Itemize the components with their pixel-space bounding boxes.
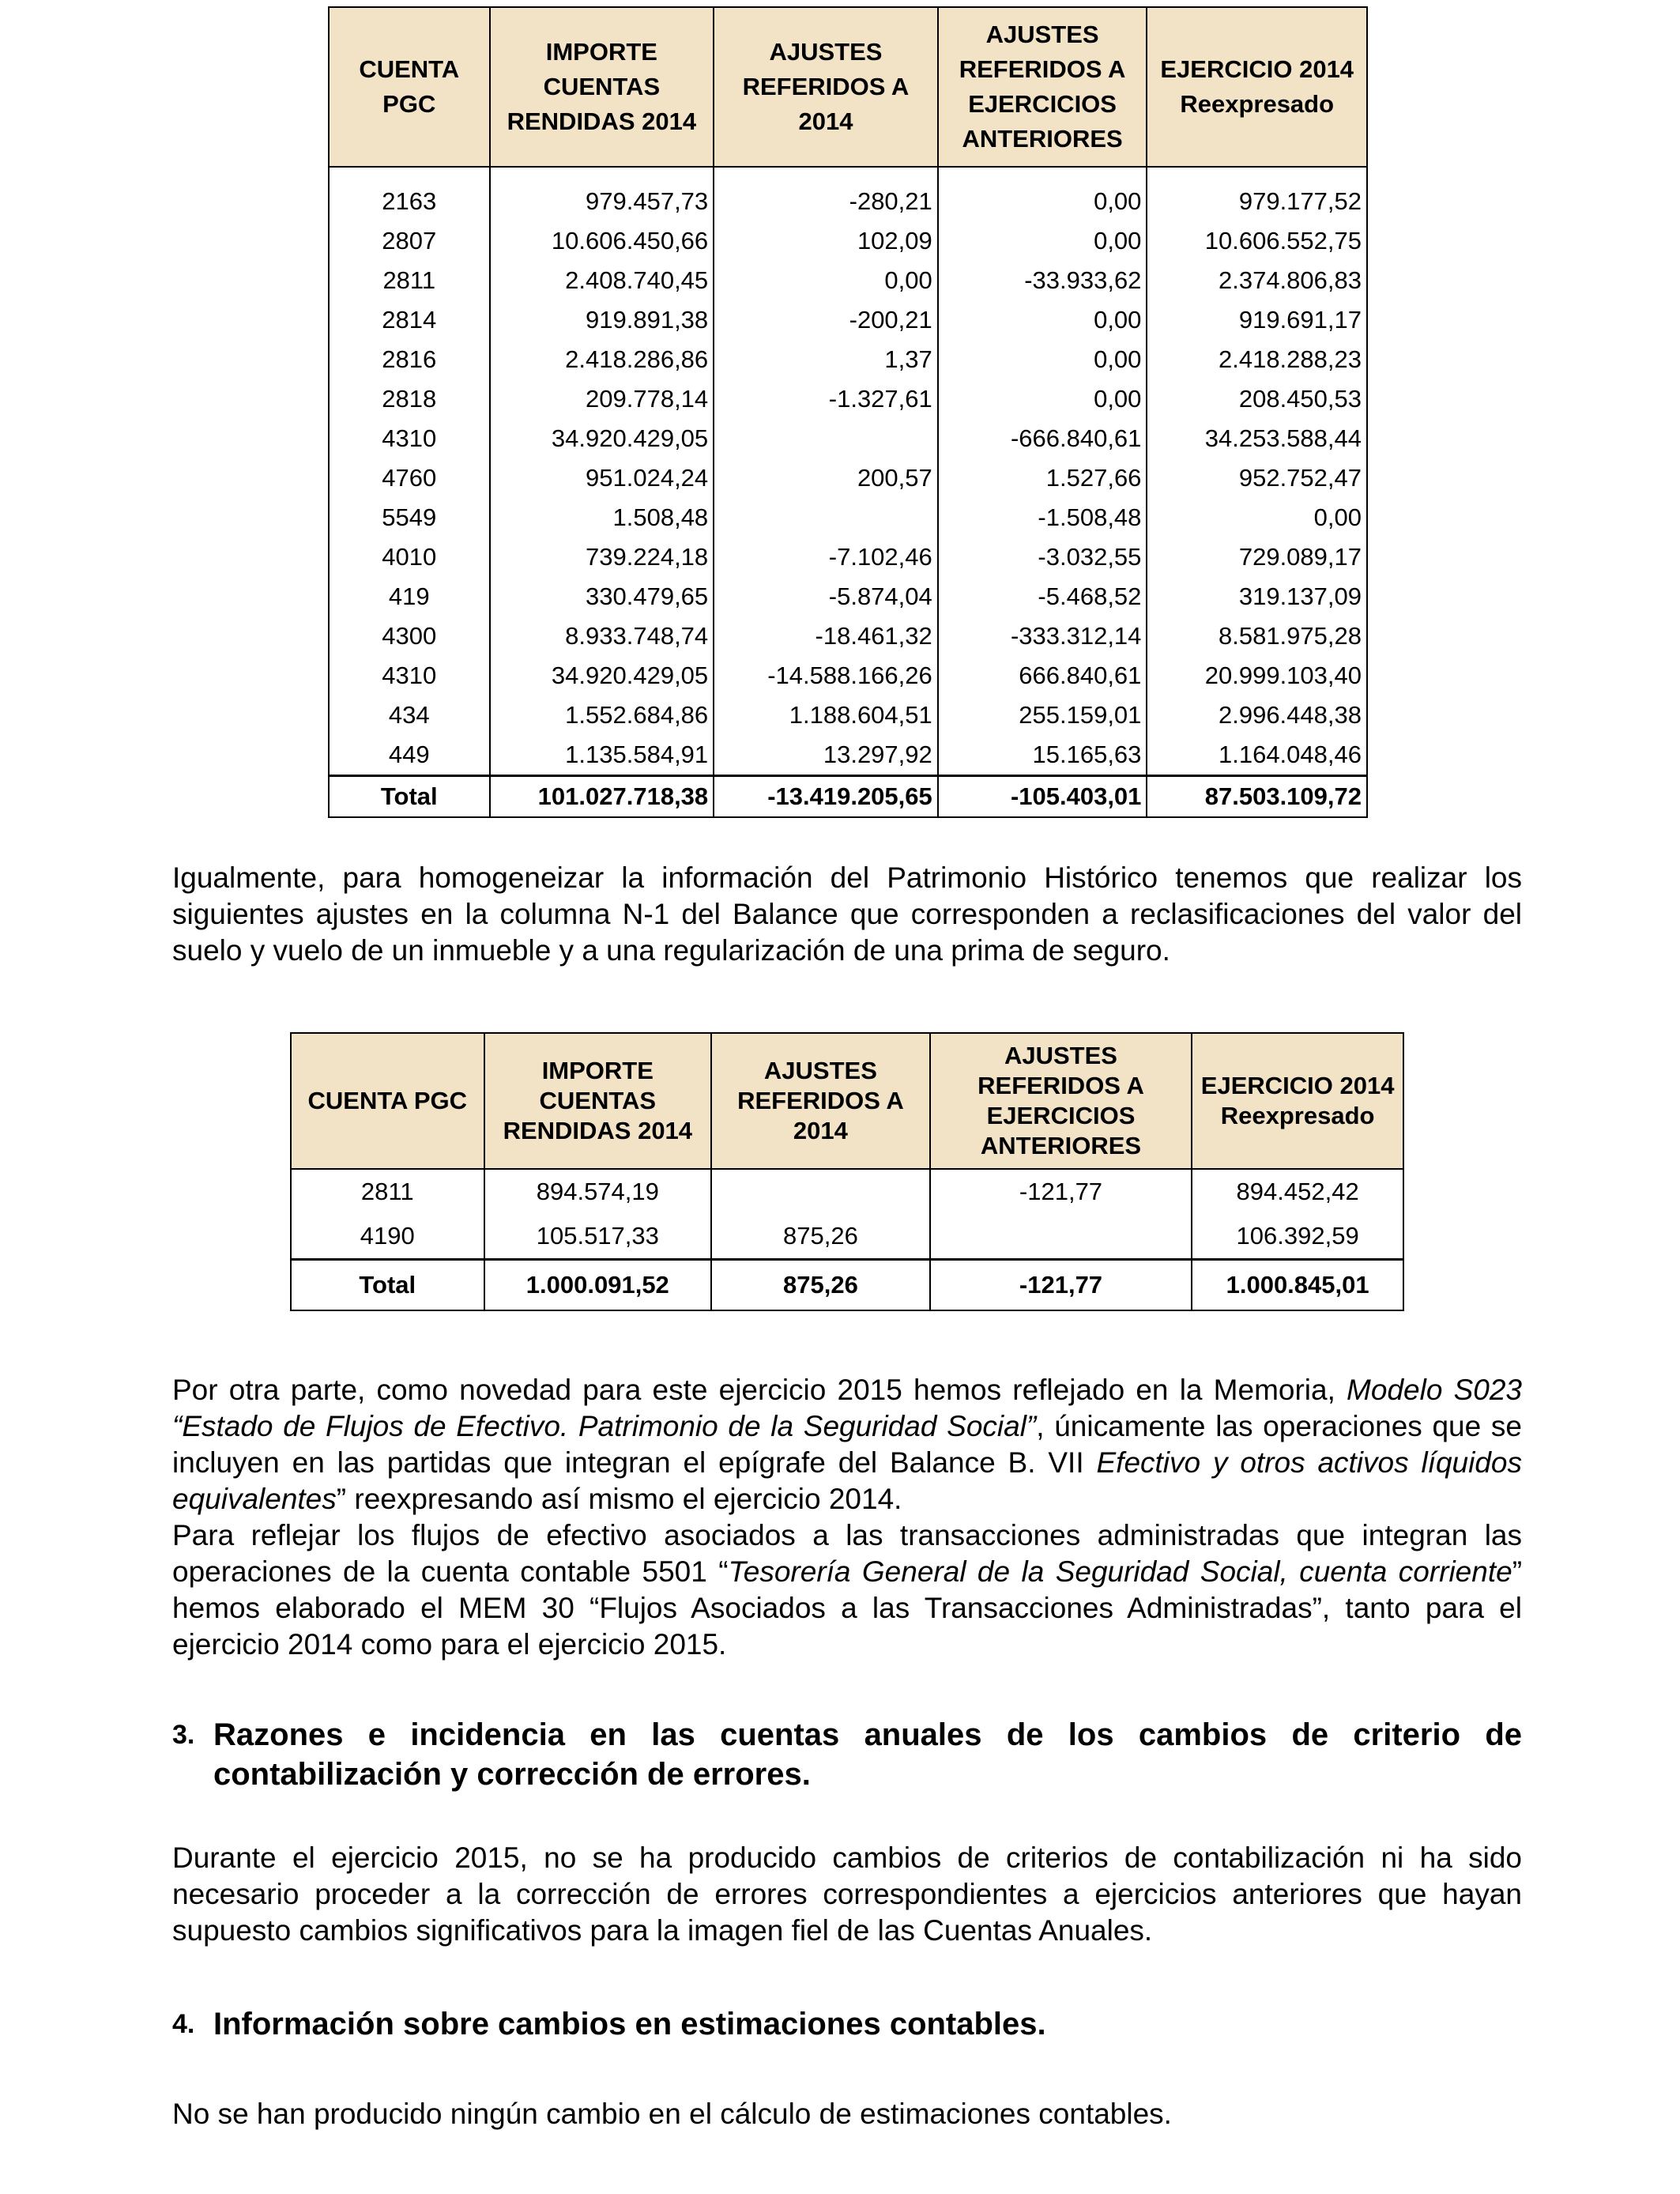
cell-account: 2818 — [329, 379, 490, 419]
total-label: Total — [329, 776, 490, 818]
cell-amount: 10.606.552,75 — [1147, 221, 1367, 261]
total-amount: 875,26 — [711, 1260, 930, 1311]
table-row — [329, 656, 1367, 696]
header-ejercicio-reexpresado: EJERCICIO 2014 Reexpresado — [1192, 1033, 1403, 1169]
header-ajustes-2014: AJUSTES REFERIDOS A 2014 — [714, 7, 938, 167]
text-run: ” reexpresando así mismo el ejercicio 2014. — [336, 1483, 902, 1515]
cell-amount: 10.606.450,66 — [490, 221, 714, 261]
cell-amount: 208.450,53 — [1147, 379, 1367, 419]
cell-amount: 15.165,63 — [938, 735, 1147, 776]
table-row — [329, 419, 1367, 458]
cell-amount: -333.312,14 — [938, 616, 1147, 656]
table-row — [329, 221, 1367, 261]
header-cuenta-pgc: CUENTA PGC — [329, 7, 490, 167]
table-row — [291, 1214, 1403, 1260]
cell-amount: 979.177,52 — [1147, 182, 1367, 221]
header-importe: IMPORTE CUENTAS RENDIDAS 2014 — [490, 7, 714, 167]
cell-amount: 0,00 — [938, 300, 1147, 340]
cell-amount: 106.392,59 — [1192, 1214, 1403, 1260]
cell-account: 2816 — [329, 340, 490, 379]
cell-amount: -5.468,52 — [938, 577, 1147, 616]
total-amount: -13.419.205,65 — [714, 776, 938, 818]
cell-amount: 8.581.975,28 — [1147, 616, 1367, 656]
cell-amount: 1.527,66 — [938, 458, 1147, 498]
cell-amount: 34.253.588,44 — [1147, 419, 1367, 458]
cell-account: 2814 — [329, 300, 490, 340]
cell-amount: 319.137,09 — [1147, 577, 1367, 616]
cell-amount: 951.024,24 — [490, 458, 714, 498]
text-run: Para reflejar los flujos de efectivo asociados a las transacciones administradas que integran las operaciones de la cuenta contable 5501 “ — [172, 1519, 1522, 1588]
cell-amount: 34.920.429,05 — [490, 656, 714, 696]
cell-amount: 0,00 — [938, 340, 1147, 379]
cell-amount: 1,37 — [714, 340, 938, 379]
cell-amount: 2.408.740,45 — [490, 261, 714, 300]
cell-amount: 0,00 — [938, 379, 1147, 419]
header-cuenta-pgc: CUENTA PGC — [291, 1033, 484, 1169]
total-amount: 1.000.091,52 — [484, 1260, 712, 1311]
cell-amount: 0,00 — [714, 261, 938, 300]
text-run-italic: Modelo S023 “Estado de Flujos de Efectivo. Patrimonio de la Seguridad Social” — [172, 1374, 1522, 1442]
text-run-italic: Tesorería General de la Seguridad Social, cuenta corriente — [728, 1555, 1512, 1588]
table-row — [329, 616, 1367, 656]
cell-amount: -1.508,48 — [938, 498, 1147, 537]
cell-amount: 894.574,19 — [484, 1169, 712, 1214]
cell-amount: 979.457,73 — [490, 182, 714, 221]
adjustments-table-2014 — [328, 6, 1368, 818]
spacer-row — [329, 167, 1367, 182]
table-row — [329, 537, 1367, 577]
cell-account: 434 — [329, 696, 490, 735]
cell-account: 4760 — [329, 458, 490, 498]
cell-amount: 952.752,47 — [1147, 458, 1367, 498]
header-importe: IMPORTE CUENTAS RENDIDAS 2014 — [484, 1033, 712, 1169]
cell-amount: 1.552.684,86 — [490, 696, 714, 735]
section-title: Información sobre cambios en estimaciones contables. — [213, 2007, 1046, 2041]
cell-amount: 2.374.806,83 — [1147, 261, 1367, 300]
cell-amount: -33.933,62 — [938, 261, 1147, 300]
cell-amount: -14.588.166,26 — [714, 656, 938, 696]
cell-amount: 20.999.103,40 — [1147, 656, 1367, 696]
cell-account: 2163 — [329, 182, 490, 221]
cell-amount: 875,26 — [711, 1214, 930, 1260]
total-label: Total — [291, 1260, 484, 1311]
cell-account: 419 — [329, 577, 490, 616]
cell-amount: 8.933.748,74 — [490, 616, 714, 656]
cell-amount: -1.327,61 — [714, 379, 938, 419]
total-row — [291, 1260, 1403, 1311]
cell-amount: 13.297,92 — [714, 735, 938, 776]
cell-amount: -200,21 — [714, 300, 938, 340]
table-row — [329, 300, 1367, 340]
cell-account: 4010 — [329, 537, 490, 577]
cell-amount — [714, 419, 938, 458]
total-amount: 87.503.109,72 — [1147, 776, 1367, 818]
paragraph-transacciones-administradas — [172, 1517, 1522, 1663]
patrimonio-historico-table — [290, 1032, 1404, 1311]
cell-amount: -666.840,61 — [938, 419, 1147, 458]
table-row — [329, 577, 1367, 616]
cell-amount: -280,21 — [714, 182, 938, 221]
total-amount: 1.000.845,01 — [1192, 1260, 1403, 1311]
cell-amount: 330.479,65 — [490, 577, 714, 616]
table-row — [329, 379, 1367, 419]
header-ejercicio-reexpresado: EJERCICIO 2014 Reexpresado — [1147, 7, 1367, 167]
cell-account: 2811 — [329, 261, 490, 300]
cell-amount: 1.164.048,46 — [1147, 735, 1367, 776]
section-3-heading — [172, 1715, 1522, 1794]
section-3-body: Durante el ejercicio 2015, no se ha producido cambios de criterios de contabilización ni ha sido necesario proceder a la corrección de errores correspondientes a ejercicios anteriores que hayan supuesto cambios significativos para la imagen fiel de las Cuentas Anuales. — [172, 1842, 1522, 1947]
cell-amount: 34.920.429,05 — [490, 419, 714, 458]
cell-account: 4300 — [329, 616, 490, 656]
text-run-italic: Efectivo y otros activos líquidos equivalentes — [172, 1446, 1522, 1515]
section-number: 4. — [172, 2009, 195, 2039]
cell-amount: 0,00 — [1147, 498, 1367, 537]
cell-amount: 102,09 — [714, 221, 938, 261]
paragraph-flujos-efectivo — [172, 1372, 1522, 1517]
cell-amount: 1.508,48 — [490, 498, 714, 537]
cell-amount: -18.461,32 — [714, 616, 938, 656]
text-run: , únicamente las operaciones que se incluyen en las partidas que integran el epígrafe del Balance B. VII — [172, 1410, 1522, 1479]
cell-account: 4190 — [291, 1214, 484, 1260]
table-row — [329, 458, 1367, 498]
cell-account: 4310 — [329, 656, 490, 696]
section-4-body: No se han producido ningún cambio en el cálculo de estimaciones contables. — [172, 2098, 1172, 2130]
cell-amount: -7.102,46 — [714, 537, 938, 577]
cell-amount — [711, 1169, 930, 1214]
table-row — [329, 498, 1367, 537]
section-title: Razones e incidencia en las cuentas anuales de los cambios de criterio de contabilización y corrección de errores. — [213, 1717, 1522, 1792]
cell-amount: 919.891,38 — [490, 300, 714, 340]
total-amount: -105.403,01 — [938, 776, 1147, 818]
paragraph-patrimonio-historico: Igualmente, para homogeneizar la información del Patrimonio Histórico tenemos que realizar los siguientes ajustes en la columna N-1 del Balance que corresponden a reclasificaciones del valor del suelo y vuelo de un inmueble y a una regularización de una prima de seguro. — [172, 861, 1522, 967]
total-row — [329, 776, 1367, 818]
total-amount: -121,77 — [930, 1260, 1192, 1311]
section-number: 3. — [172, 1720, 195, 1750]
cell-amount: 2.418.288,23 — [1147, 340, 1367, 379]
cell-amount: -121,77 — [930, 1169, 1192, 1214]
cell-account: 4310 — [329, 419, 490, 458]
cell-amount: 729.089,17 — [1147, 537, 1367, 577]
cell-amount: 209.778,14 — [490, 379, 714, 419]
cell-amount: 0,00 — [938, 221, 1147, 261]
cell-amount: 739.224,18 — [490, 537, 714, 577]
cell-amount: 1.188.604,51 — [714, 696, 938, 735]
table-row — [329, 735, 1367, 776]
cell-amount: 0,00 — [938, 182, 1147, 221]
table-row — [329, 261, 1367, 300]
text-run: ” hemos elaborado el MEM 30 “Flujos Asociados a las Transacciones Administradas”, tanto para el ejercicio 2014 como para el ejercicio 2015. — [172, 1555, 1523, 1661]
cell-amount — [714, 498, 938, 537]
cell-amount: 1.135.584,91 — [490, 735, 714, 776]
header-ajustes-anteriores: AJUSTES REFERIDOS A EJERCICIOS ANTERIORES — [938, 7, 1147, 167]
cell-amount: 200,57 — [714, 458, 938, 498]
section-4-heading — [172, 2004, 1522, 2044]
cell-amount: 255.159,01 — [938, 696, 1147, 735]
cell-amount: 105.517,33 — [484, 1214, 712, 1260]
cell-amount: -5.874,04 — [714, 577, 938, 616]
cell-account: 5549 — [329, 498, 490, 537]
cell-amount: 894.452,42 — [1192, 1169, 1403, 1214]
table-header-row — [291, 1033, 1403, 1169]
cell-amount: -3.032,55 — [938, 537, 1147, 577]
cell-amount: 666.840,61 — [938, 656, 1147, 696]
cell-account: 2807 — [329, 221, 490, 261]
cell-account: 2811 — [291, 1169, 484, 1214]
cell-amount: 919.691,17 — [1147, 300, 1367, 340]
table-row — [329, 182, 1367, 221]
text-run: Por otra parte, como novedad para este ejercicio 2015 hemos reflejado en la Memoria, — [172, 1374, 1347, 1406]
cell-account: 449 — [329, 735, 490, 776]
table-row — [329, 340, 1367, 379]
table-row — [291, 1169, 1403, 1214]
table-header-row — [329, 7, 1367, 167]
header-ajustes-2014: AJUSTES REFERIDOS A 2014 — [711, 1033, 930, 1169]
table-row — [329, 696, 1367, 735]
cell-amount — [930, 1214, 1192, 1260]
cell-amount: 2.996.448,38 — [1147, 696, 1367, 735]
header-ajustes-anteriores: AJUSTES REFERIDOS A EJERCICIOS ANTERIORES — [930, 1033, 1192, 1169]
cell-amount: 2.418.286,86 — [490, 340, 714, 379]
total-amount: 101.027.718,38 — [490, 776, 714, 818]
